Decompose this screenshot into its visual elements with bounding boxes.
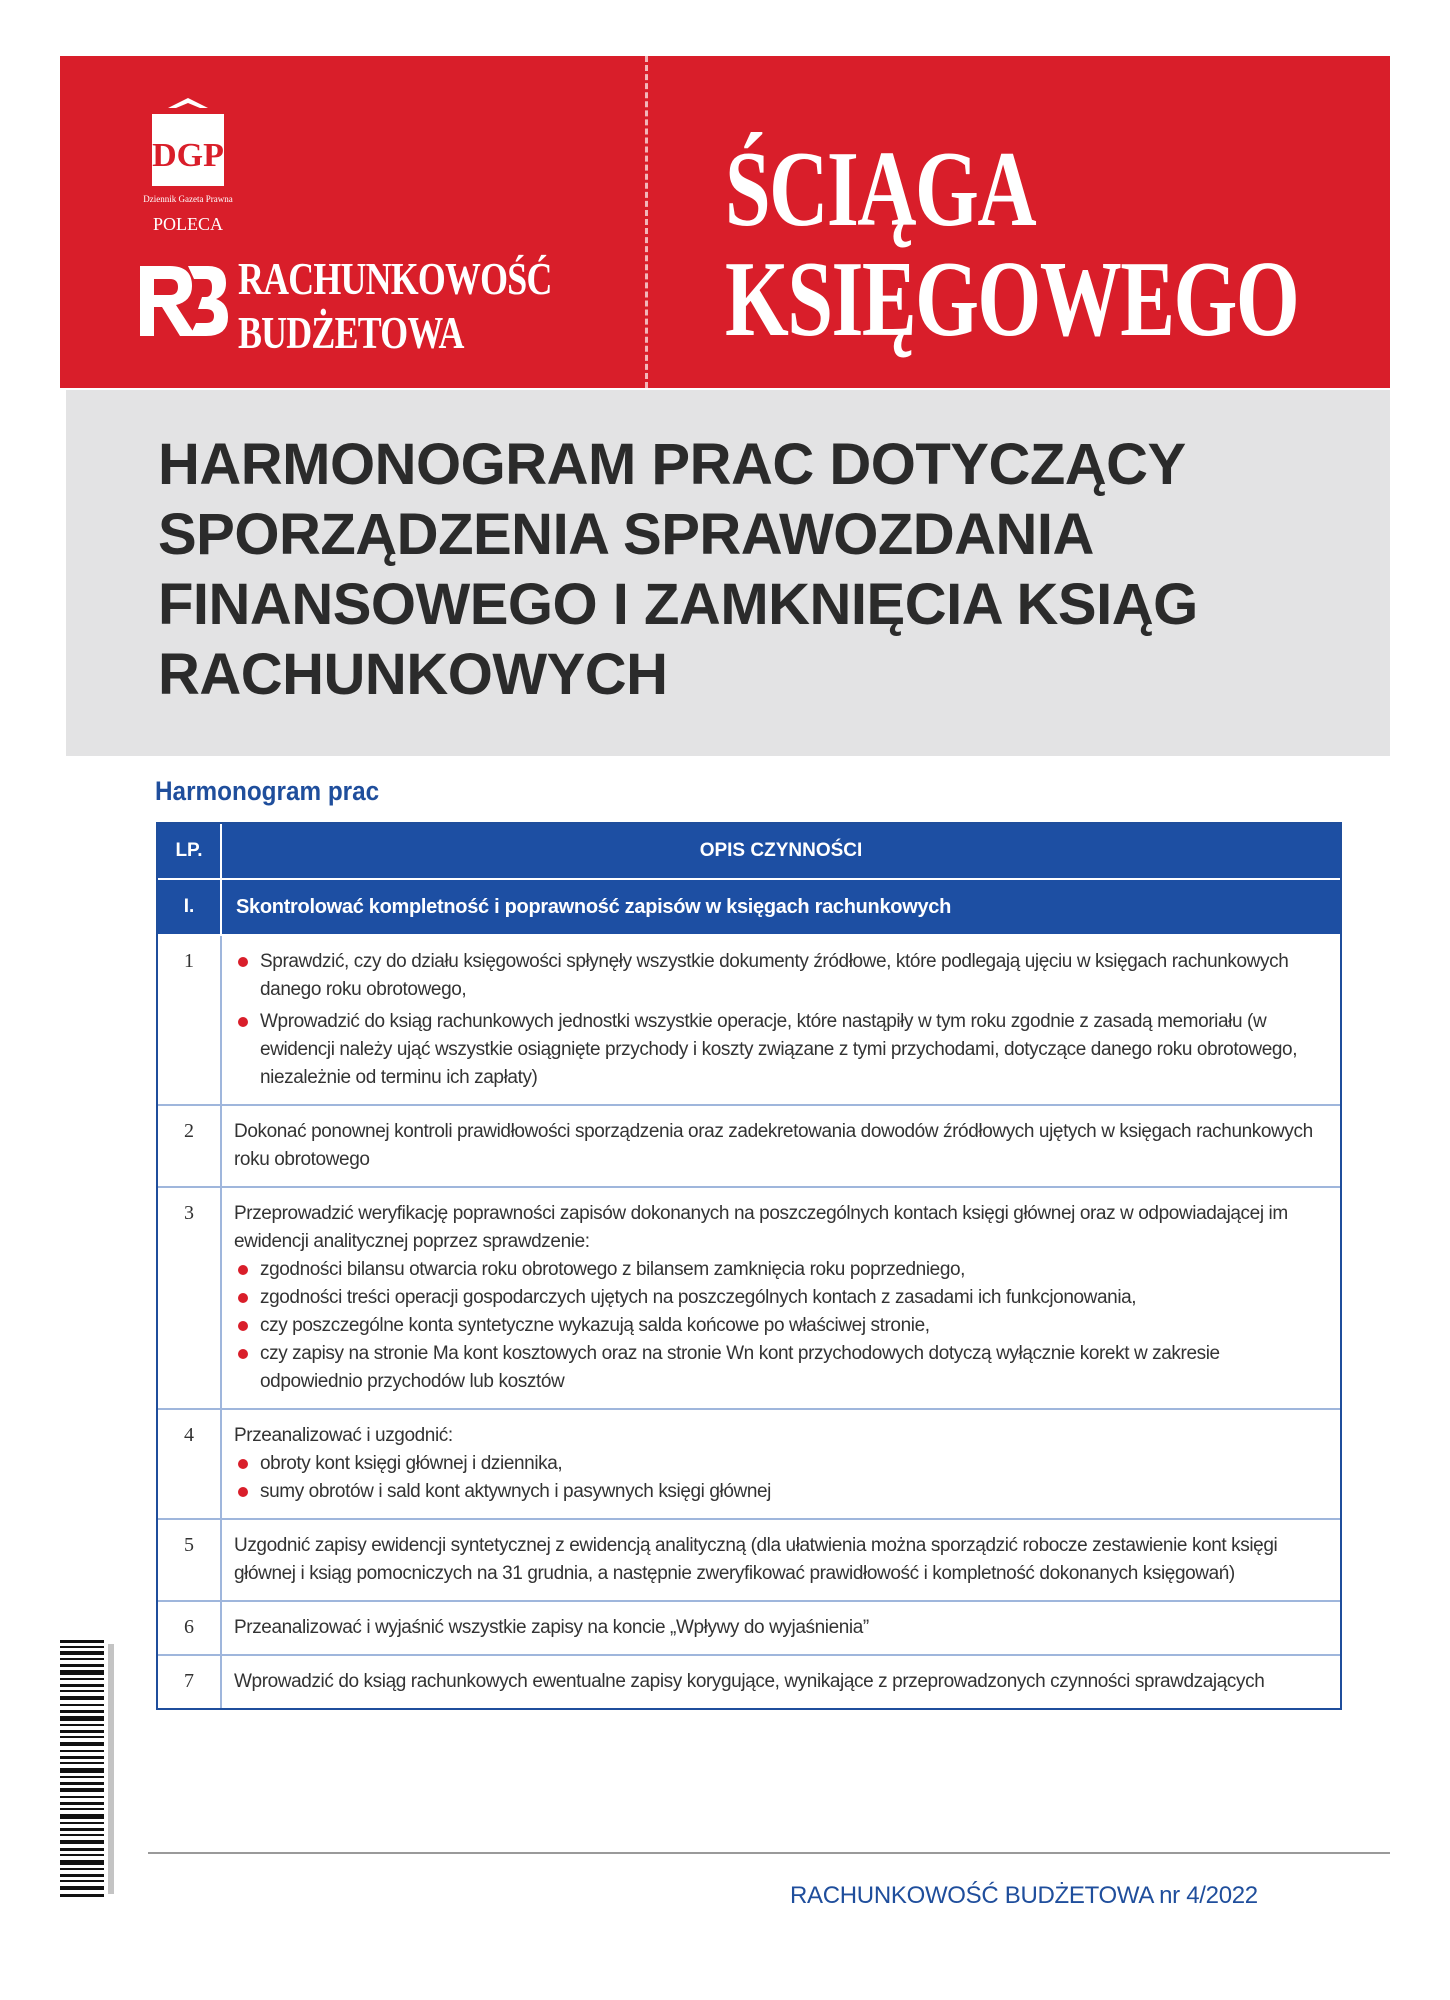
row-description — [222, 1410, 1340, 1518]
row-number: 4 — [158, 1410, 222, 1518]
bullet-item: czy poszczególne konta syntetyczne wykazują salda końcowe po właściwej stronie, — [234, 1312, 1326, 1340]
headline-line4: RACHUNKOWYCH — [158, 642, 668, 707]
table-row — [158, 1656, 1340, 1708]
brand-name-line2: BUDŻETOWA — [238, 307, 464, 358]
dgp-logo — [138, 96, 238, 246]
bullet-item: czy zapisy na stronie Ma kont kosztowych oraz na stronie Wn kont przychodowych dotyczą wyłącznie korekt w zakresie odpowiednio przychodów lub kosztów — [234, 1340, 1326, 1396]
bullet-item: zgodności bilansu otwarcia roku obrotowego z bilansem zamknięcia roku poprzedniego, — [234, 1256, 1326, 1284]
barcode-icon — [58, 1640, 118, 1900]
column-header-description: OPIS CZYNNOŚCI — [699, 840, 863, 861]
table-section-row — [158, 880, 1340, 936]
section-title: Harmonogram prac — [155, 776, 380, 806]
row-description — [222, 936, 1340, 1104]
table-row — [158, 936, 1340, 1106]
bullet-item: sumy obrotów i sald kont aktywnych i pasywnych księgi głównej — [234, 1478, 1326, 1506]
row-number: 3 — [158, 1188, 222, 1408]
table-row — [158, 1520, 1340, 1602]
headline-line3: FINANSOWEGO I ZAMKNIĘCIA KSIĄG — [158, 572, 1198, 637]
table-row — [158, 1602, 1340, 1656]
table-row — [158, 1410, 1340, 1520]
headline-line1: HARMONOGRAM PRAC DOTYCZĄCY — [158, 432, 1186, 497]
headline-line2: SPORZĄDZENIA SPRAWOZDANIA — [158, 502, 1094, 567]
row-number: 1 — [158, 936, 222, 1104]
row-description — [222, 1106, 1340, 1186]
bullet-item: obroty kont księgi głównej i dziennika, — [234, 1450, 1326, 1478]
row-number: 7 — [158, 1656, 222, 1708]
row-text: Przeanalizować i uzgodnić: — [234, 1425, 453, 1446]
bullet-item: zgodności treści operacji gospodarczych ujętych na poszczególnych kontach z zasadami ich funkcjonowania, — [234, 1284, 1326, 1312]
dgp-logo-sub: Dziennik Gazeta Prawna — [143, 194, 233, 204]
row-text: Przeprowadzić weryfikację poprawności zapisów dokonanych na poszczególnych kontach księgi głównej oraz w odpowiadającej im ewidencji analitycznej poprzez sprawdzenie: — [234, 1203, 1288, 1252]
row-number: 2 — [158, 1106, 222, 1186]
row-text: Wprowadzić do ksiąg rachunkowych ewentualne zapisy korygujące, wynikające z przeprowadzonych czynności sprawdzających — [234, 1671, 1265, 1692]
masthead — [60, 56, 1390, 388]
row-text: Uzgodnić zapisy ewidencji syntetycznej z ewidencją analityczną (dla ułatwienia można sporządzić robocze zestawienie kont księgi głównej i ksiąg pomocniczych na 31 grudnia, a następnie zweryfikować prawidłowość i kompletność dokonanych księgowań) — [234, 1535, 1278, 1584]
schedule-table — [156, 822, 1342, 1710]
dgp-logo-text: DGP — [152, 137, 224, 174]
magazine-title-line1: ŚCIĄGA — [725, 130, 1036, 249]
row-text: Dokonać ponownej kontroli prawidłowości sporządzenia oraz zadekretowania dowodów źródłowych ujętych w księgach rachunkowych roku obrotowego — [234, 1121, 1313, 1170]
row-description — [222, 1656, 1340, 1708]
column-header-lp: LP. — [158, 824, 222, 878]
row-description — [222, 1520, 1340, 1600]
section-number: I. — [158, 880, 222, 934]
rb-logo-icon — [130, 251, 230, 351]
row-description — [222, 1188, 1340, 1408]
headline-band — [66, 390, 1390, 756]
bullet-item: Sprawdzić, czy do działu księgowości spłynęły wszystkie dokumenty źródłowe, które podlegają ujęciu w księgach rachunkowych danego roku obrotowego, — [234, 948, 1326, 1004]
table-row — [158, 1188, 1340, 1410]
row-number: 6 — [158, 1602, 222, 1654]
row-text: Przeanalizować i wyjaśnić wszystkie zapisy na koncie „Wpływy do wyjaśnienia” — [234, 1617, 869, 1638]
bullet-item: Wprowadzić do ksiąg rachunkowych jednostki wszystkie operacje, które nastąpiły w tym roku zgodnie z zasadą memoriału (w ewidencji należy ująć wszystkie osiągnięte przychody i koszty związane z tymi przychodami, dotyczące danego roku obrotowego, niezależnie od terminu ich zapłaty) — [234, 1008, 1326, 1092]
magazine-title-line2: KSIĘGOWEGO — [725, 240, 1299, 359]
dgp-poleca: POLECA — [152, 214, 224, 234]
masthead-divider — [645, 56, 648, 388]
footer-publication: RACHUNKOWOŚĆ BUDŻETOWA nr 4/2022 — [790, 1882, 1258, 1909]
row-number: 5 — [158, 1520, 222, 1600]
table-header-row — [158, 824, 1340, 880]
brand-name-line1: RACHUNKOWOŚĆ — [238, 253, 552, 304]
table-row — [158, 1106, 1340, 1188]
row-description — [222, 1602, 1340, 1654]
section-label: Skontrolować kompletność i poprawność zapisów w księgach rachunkowych — [236, 895, 952, 918]
footer-divider — [148, 1852, 1390, 1854]
